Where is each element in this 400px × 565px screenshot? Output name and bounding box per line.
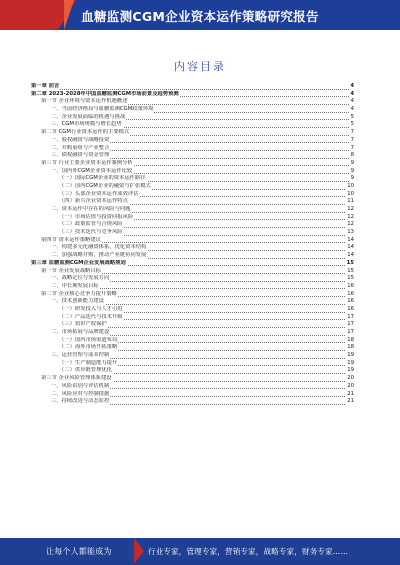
toc-entry[interactable] <box>31 268 354 276</box>
toc-entry[interactable] <box>31 252 354 260</box>
toc-entry-page: 5 <box>350 121 354 128</box>
toc-entry-label: 一、战略定位与发展方向 <box>51 275 110 282</box>
toc-entry[interactable] <box>31 183 354 191</box>
table-of-contents <box>31 83 354 406</box>
toc-entry-page: 7 <box>350 136 354 143</box>
toc-entry-label: 第二节 CGM行业资本运作的主要模式 <box>41 129 130 136</box>
toc-entry-label: 一、技术创新能力建设 <box>51 298 104 305</box>
toc-entry-label: （一）国内市场渠道布局 <box>59 336 118 343</box>
toc-entry-page: 4 <box>350 90 354 97</box>
toc-entry-page: 19 <box>347 359 354 366</box>
toc-entry[interactable] <box>31 329 354 337</box>
toc-entry[interactable] <box>31 229 354 237</box>
toc-entry-label: 第二节 企业核心竞争力提升策略 <box>41 290 117 297</box>
toc-entry[interactable] <box>31 198 354 206</box>
toc-entry[interactable] <box>31 175 354 183</box>
toc-entry-label: 第一章 前言 <box>31 83 60 89</box>
toc-entry-page: 17 <box>347 313 354 320</box>
toc-entry-label: （四）新兴企业资本运作特点 <box>59 198 128 205</box>
toc-entry[interactable] <box>31 291 354 299</box>
toc-entry-page: 21 <box>347 390 354 397</box>
toc-entry-label: 第一节 企业发展战略目标 <box>41 267 101 274</box>
toc-entry[interactable] <box>31 298 354 306</box>
toc-entry-label: 二、中长期发展目标 <box>51 282 99 289</box>
toc-entry-page: 10 <box>347 190 354 197</box>
toc-entry-label: （三）技术迭代与竞争风险 <box>59 229 123 236</box>
toc-entry[interactable] <box>31 98 354 106</box>
toc-entry-label: 三、持续改进与动态监控 <box>51 398 110 405</box>
toc-entry-page: 21 <box>347 398 354 405</box>
toc-entry-page: 12 <box>347 213 354 220</box>
toc-entry-label: 一、股权融资与战略投资 <box>51 136 110 143</box>
toc-entry-page: 15 <box>346 259 354 266</box>
toc-entry-label: （二）供应链管理优化 <box>59 367 112 374</box>
toc-entry-label: （三）知识产权保护 <box>59 321 107 328</box>
toc-entry[interactable] <box>31 152 354 160</box>
toc-entry[interactable] <box>31 314 354 322</box>
toc-entry-label: 二、企业发展面临的机遇与挑战 <box>51 113 126 120</box>
toc-entry-label: 一、风险识别与评估机制 <box>51 382 110 389</box>
toc-entry-page: 4 <box>350 83 354 89</box>
toc-entry[interactable] <box>31 137 354 145</box>
toc-entry-page: 15 <box>347 267 354 274</box>
toc-entry-label: （二）海外市场开拓策略 <box>59 344 118 351</box>
report-header <box>0 0 400 30</box>
toc-entry-page: 9 <box>350 167 354 174</box>
toc-entry[interactable] <box>31 145 354 153</box>
toc-entry-label: （一）市场估值与投资回报风险 <box>59 213 134 220</box>
toc-entry[interactable] <box>31 237 354 245</box>
toc-entry-page: 16 <box>347 305 354 312</box>
report-title: 血糖监测CGM企业资本运作策略研究报告 <box>81 9 319 24</box>
toc-entry-label: （三）头部企业资本运作成效评估 <box>59 190 139 197</box>
toc-entry-label: 第一节 企业环境与资本运作机遇概述 <box>41 98 128 105</box>
toc-entry-label: 三、CGM市场规模与增长趋势 <box>51 121 122 128</box>
toc-leader-dots <box>31 89 349 90</box>
toc-entry-page: 4 <box>350 106 354 113</box>
toc-entry-page: 14 <box>347 244 354 251</box>
toc-entry[interactable] <box>31 367 354 375</box>
report-footer <box>0 538 400 565</box>
toc-entry-page: 9 <box>350 175 354 182</box>
toc-entry-label: 二、加强战略并购，推动产业链协同发展 <box>51 252 147 259</box>
toc-entry-page: 7 <box>350 129 354 136</box>
toc-entry-label: 二、资本运作中存在的风险与问题 <box>51 206 131 212</box>
toc-entry[interactable] <box>31 214 354 222</box>
toc-entry[interactable] <box>31 129 354 137</box>
toc-entry[interactable] <box>31 121 354 129</box>
toc-entry[interactable] <box>31 244 354 252</box>
toc-entry-label: 第二章 2023-2028年中国血糖监测CGM市场前景及趋势预测 <box>31 90 179 97</box>
toc-entry-page: 19 <box>347 367 354 374</box>
toc-entry-label: （一）生产制造能力提升 <box>59 359 118 366</box>
footer-slogan-left: 让每个人都能成为 <box>46 547 112 556</box>
toc-entry[interactable] <box>31 206 354 214</box>
toc-entry-page: 16 <box>347 290 354 297</box>
toc-entry-page: 12 <box>347 221 354 228</box>
toc-entry-label: 一、国内外CGM企业资本运作比较 <box>51 167 133 174</box>
toc-entry-label: （一）研发投入与人才引进 <box>59 305 123 312</box>
toc-entry-page: 9 <box>350 159 354 166</box>
toc-entry[interactable] <box>31 221 354 229</box>
toc-entry[interactable] <box>31 275 354 283</box>
toc-entry[interactable] <box>31 191 354 199</box>
toc-entry-label: 一、构建多元化融资体系，优化资本结构 <box>51 244 147 251</box>
toc-heading: 内容目录 <box>174 60 226 73</box>
toc-entry-page: 4 <box>350 98 354 105</box>
toc-entry-label: （二）产品迭代与技术升级 <box>59 313 123 320</box>
toc-entry-page: 14 <box>347 236 354 243</box>
toc-entry-label: 二、并购重组与产业整合 <box>51 144 110 151</box>
toc-entry[interactable] <box>31 391 354 399</box>
toc-entry[interactable] <box>31 283 354 291</box>
toc-entry-page: 16 <box>347 298 354 305</box>
toc-entry-label: 三、债权融资与资金管理 <box>51 152 110 159</box>
toc-entry[interactable] <box>31 344 354 352</box>
toc-entry[interactable] <box>31 91 354 99</box>
toc-entry[interactable] <box>31 260 354 268</box>
toc-entry-label: （一）国际CGM企业的资本运作路径 <box>59 175 146 182</box>
toc-entry[interactable] <box>31 306 354 314</box>
toc-entry-label: （二）国内CGM企业的融资与扩张模式 <box>59 182 151 189</box>
toc-entry[interactable] <box>31 168 354 176</box>
toc-entry[interactable] <box>31 321 354 329</box>
toc-entry-label: 第四节 资本运作策略建议 <box>41 236 101 243</box>
toc-entry[interactable] <box>31 83 354 91</box>
toc-entry-label: （二）政策监管与合规风险 <box>59 221 123 228</box>
toc-entry-label: 第三节 企业风险管理体系建设 <box>41 375 112 382</box>
toc-entry-page: 18 <box>347 336 354 343</box>
toc-entry-page: 16 <box>347 282 354 289</box>
toc-entry[interactable] <box>31 383 354 391</box>
toc-entry-label: 二、风险应对与控制措施 <box>51 390 110 397</box>
toc-entry[interactable] <box>31 160 354 168</box>
toc-entry-page: 19 <box>347 352 354 359</box>
toc-entry-label: 第三章 血糖监测CGM企业发展战略规划 <box>31 259 126 266</box>
toc-entry-page: 20 <box>347 375 354 382</box>
toc-entry-page: 8 <box>350 152 354 159</box>
footer-arrow-icon <box>134 538 144 564</box>
footer-slogan-right: 行业专家，管理专家，营销专家，战略专家，财务专家…… <box>148 547 349 556</box>
toc-entry-page: 11 <box>347 198 354 205</box>
toc-entry[interactable] <box>31 375 354 383</box>
toc-entry-page: 17 <box>347 321 354 328</box>
toc-entry-label: 三、运营管理与成本控制 <box>51 352 110 359</box>
toc-entry-page: 20 <box>347 382 354 389</box>
toc-entry[interactable] <box>31 106 354 114</box>
toc-entry-page: 17 <box>347 329 354 335</box>
toc-entry-page: 14 <box>347 252 354 259</box>
toc-entry[interactable] <box>31 352 354 360</box>
toc-entry-label: 一、当前经济格局与血糖监测CGM政策环境 <box>51 106 154 113</box>
toc-entry-page: 7 <box>350 144 354 151</box>
toc-entry-page: 13 <box>347 229 354 236</box>
toc-entry[interactable] <box>31 360 354 368</box>
toc-entry[interactable] <box>31 114 354 122</box>
toc-entry-page: 15 <box>347 275 354 282</box>
toc-entry[interactable] <box>31 398 354 406</box>
toc-entry-page: 12 <box>347 206 354 212</box>
toc-entry-page: 10 <box>347 182 354 189</box>
toc-entry-label: 第三节 行业主要企业资本运作案例分析 <box>41 159 133 166</box>
toc-entry[interactable] <box>31 337 354 345</box>
toc-entry-page: 5 <box>350 113 354 120</box>
toc-entry-label: 二、市场拓展与品牌建设 <box>51 329 110 335</box>
toc-entry-page: 18 <box>347 344 354 351</box>
